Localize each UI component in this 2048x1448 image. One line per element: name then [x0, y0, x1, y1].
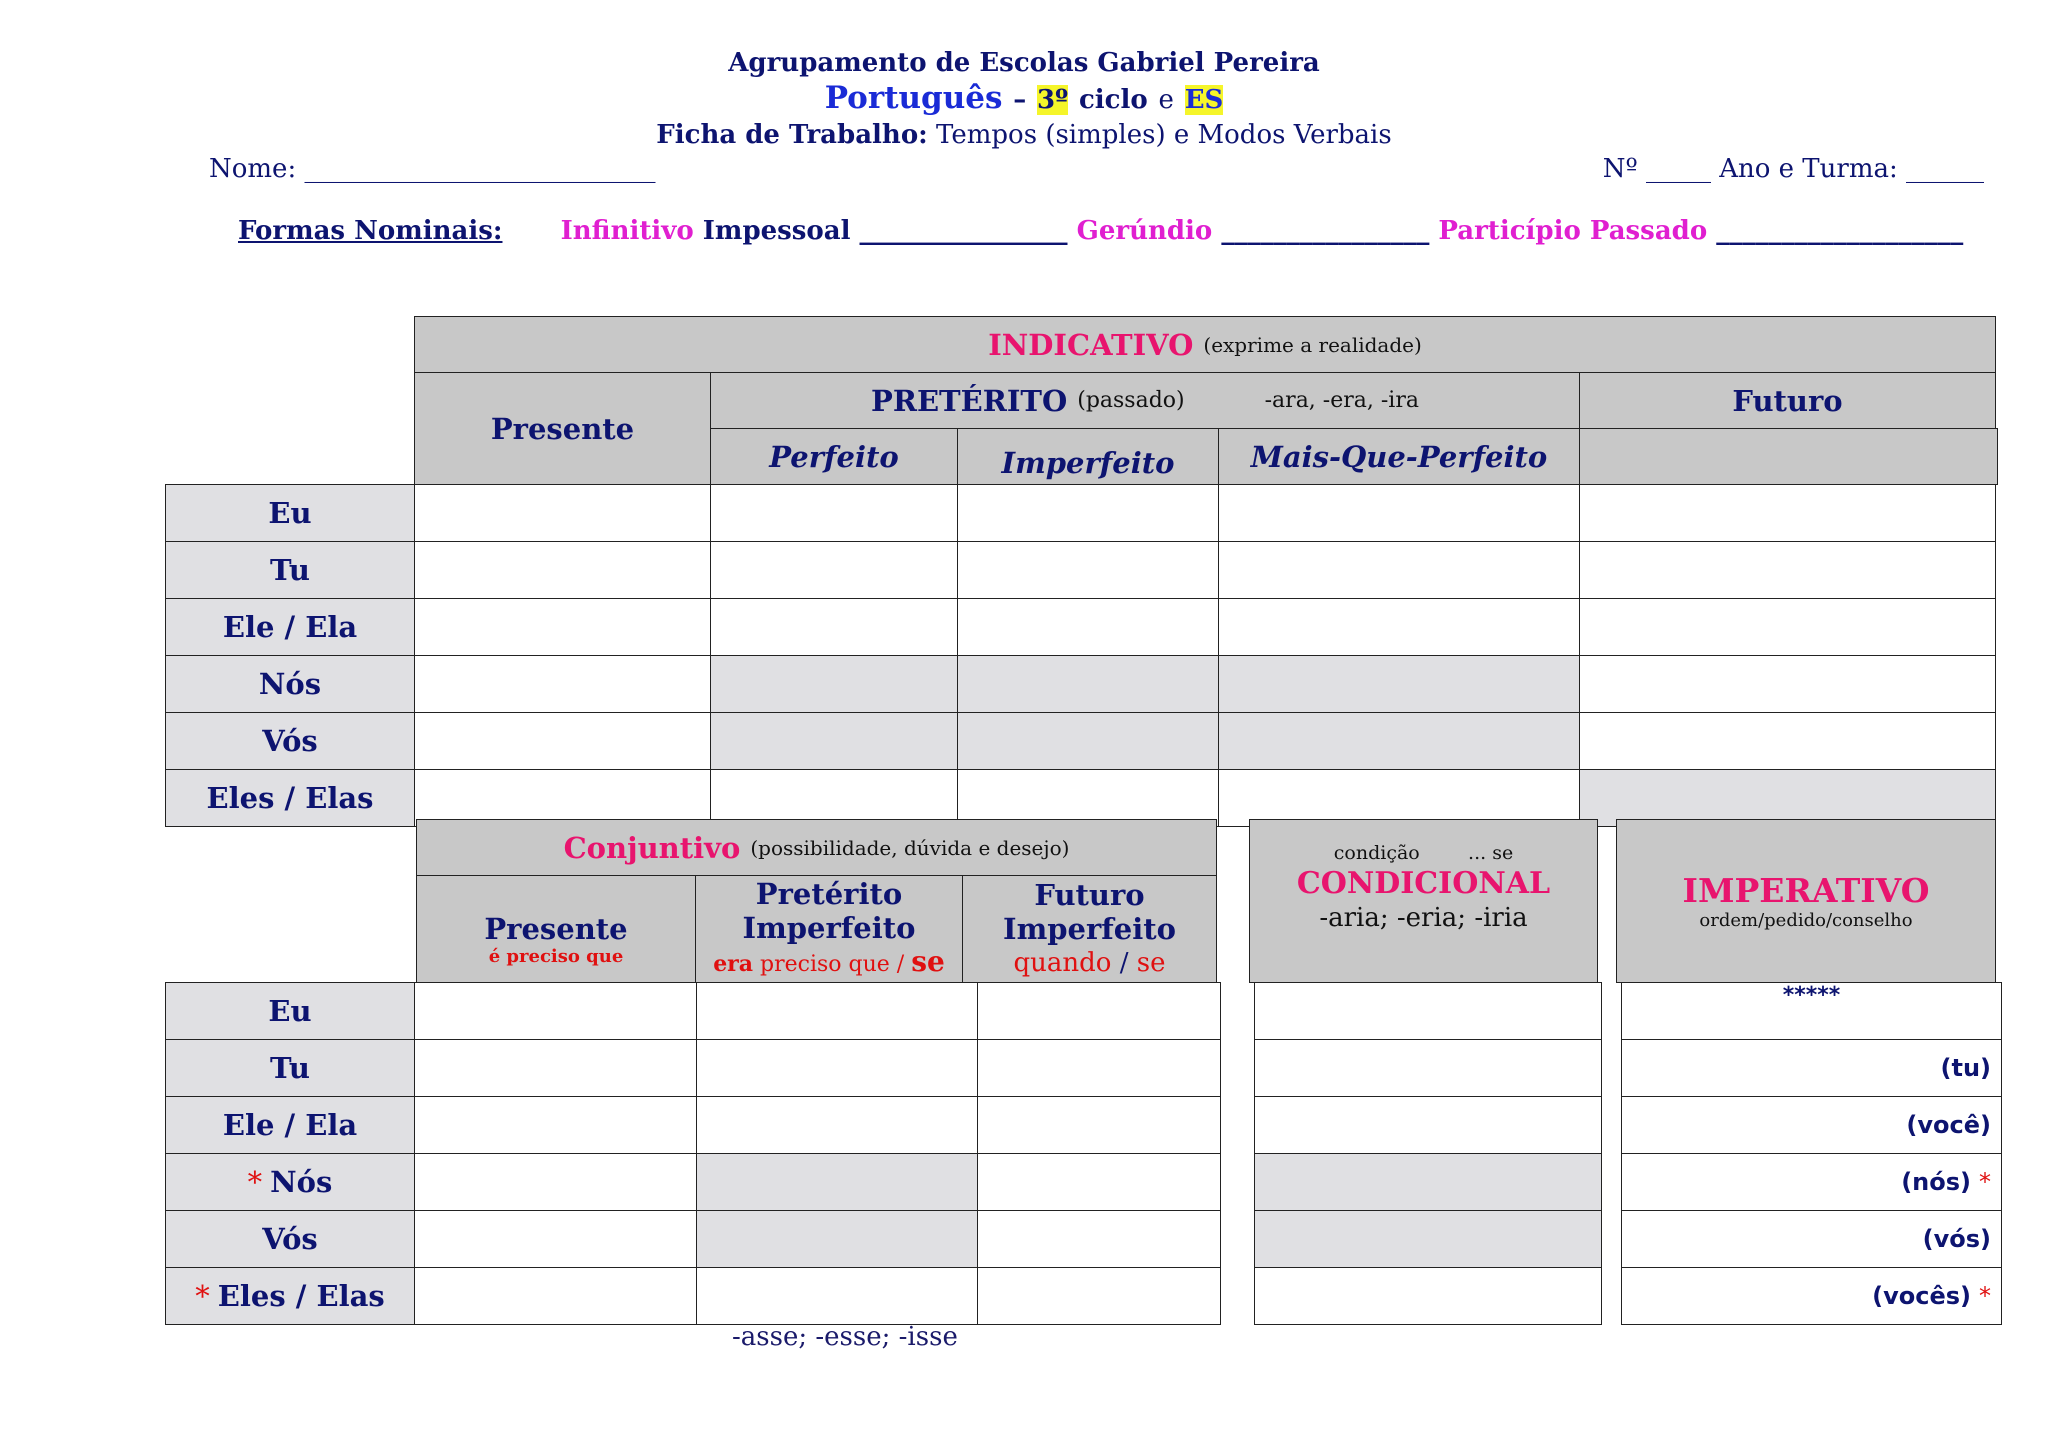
condicional-hint: condição ... se: [1333, 842, 1514, 864]
conj-fut-line2: Imperfeito: [1003, 912, 1176, 946]
condicional-answer-cell[interactable]: [1254, 1267, 1602, 1325]
condicional-answer-cell[interactable]: [1254, 1153, 1602, 1211]
ind-imperfeito-answer-cell[interactable]: [957, 598, 1219, 656]
ind-presente-answer-cell[interactable]: [414, 541, 711, 599]
ind-presente-answer-cell[interactable]: [414, 655, 711, 713]
subject-and: e: [1158, 85, 1174, 115]
ind-person-label: Tu: [165, 541, 415, 599]
ind-presente-answer-cell[interactable]: [414, 598, 711, 656]
conjuntivo-title: Conjuntivo: [563, 830, 741, 865]
conj-presente-answer-cell[interactable]: [414, 1153, 697, 1211]
conj-pret-hint-era: era: [713, 950, 754, 977]
conj-pret-hint-rest: preciso que /: [760, 951, 905, 977]
ind-perfeito-answer-cell[interactable]: [710, 541, 958, 599]
conj-pret-imperfeito-answer-cell[interactable]: [696, 1153, 978, 1211]
ind-futuro-subheader: [1579, 428, 1998, 485]
ind-futuro-header: Futuro: [1579, 372, 1996, 429]
ind-person-label: Nós: [165, 655, 415, 713]
conj-pret-line1: Pretérito: [755, 876, 903, 911]
conj-fut-imperfeito-answer-cell[interactable]: [977, 1039, 1221, 1097]
preterito-title: PRETÉRITO: [871, 383, 1068, 418]
cycle-number: 3º: [1037, 85, 1069, 115]
conj-person-label: [165, 1153, 415, 1211]
conjuntivo-subtitle: (possibilidade, dúvida e desejo): [750, 835, 1070, 860]
conj-presente-title: Presente: [484, 911, 628, 946]
conj-presente-header: [416, 875, 696, 983]
conjuntivo-endings: -asse; -esse; -isse: [732, 1322, 958, 1352]
ind-imperfeito-header: Imperfeito: [957, 428, 1219, 485]
ind-futuro-answer-cell[interactable]: [1579, 712, 1996, 770]
condicional-answer-cell[interactable]: [1254, 1210, 1602, 1268]
ind-mais-que-perfeito-answer-cell[interactable]: [1218, 484, 1580, 542]
imperativo-pronoun: (vós): [1922, 1225, 1991, 1253]
worksheet-topic: Tempos (simples) e Modos Verbais: [936, 120, 1392, 150]
conj-pret-line2: Imperfeito: [742, 910, 916, 945]
conj-person-text: Eles / Elas: [217, 1279, 385, 1313]
imperativo-asterisk: *: [1979, 1282, 1991, 1310]
conj-presente-answer-cell[interactable]: [414, 1039, 697, 1097]
condicional-answer-cell[interactable]: [1254, 982, 1602, 1040]
ind-person-label: Ele / Ela: [165, 598, 415, 656]
es-label: ES: [1184, 85, 1224, 115]
imperativo-answer-cell[interactable]: [1621, 1267, 2002, 1325]
participle-line[interactable]: ___________________: [1716, 216, 1964, 246]
ind-imperfeito-answer-cell[interactable]: [957, 655, 1219, 713]
indicativo-title: INDICATIVO: [988, 327, 1194, 362]
preterito-endings: -ara, -era, -ira: [1264, 388, 1419, 413]
ind-preterito-header: [710, 372, 1580, 429]
ind-futuro-answer-cell[interactable]: [1579, 655, 1996, 713]
imperativo-pronoun: (vocês): [1872, 1282, 1971, 1310]
conj-person-label: [165, 982, 415, 1040]
conj-presente-hint: é preciso que: [488, 945, 624, 967]
conj-person-text: Vós: [262, 1222, 318, 1256]
impersonal-label[interactable]: Impessoal ________________: [702, 216, 1068, 246]
gerund-line[interactable]: ________________: [1221, 216, 1430, 246]
ind-perfeito-answer-cell[interactable]: [710, 598, 958, 656]
preterito-passado: (passado): [1077, 388, 1185, 413]
condicional-endings: -aria; -eria; -iria: [1319, 903, 1528, 933]
condicional-header: [1249, 819, 1598, 983]
infinitive-label: Infinitivo: [560, 216, 694, 246]
worksheet-label: Ficha de Trabalho:: [656, 120, 928, 150]
conj-presente-answer-cell[interactable]: [414, 1267, 697, 1325]
imperativo-pronoun: (nós): [1901, 1168, 1971, 1196]
ind-presente-answer-cell[interactable]: [414, 712, 711, 770]
ind-perfeito-answer-cell[interactable]: [710, 712, 958, 770]
conj-person-label: [165, 1210, 415, 1268]
conj-person-text: Eu: [268, 994, 312, 1028]
conj-person-label: [165, 1096, 415, 1154]
conj-person-text: Ele / Ela: [222, 1108, 358, 1142]
conj-presente-answer-cell[interactable]: [414, 1096, 697, 1154]
participle-label: Particípio Passado: [1438, 216, 1708, 246]
ind-futuro-answer-cell[interactable]: [1579, 541, 1996, 599]
ind-presente-answer-cell[interactable]: [414, 484, 711, 542]
conj-pret-imperfeito-answer-cell[interactable]: [696, 1096, 978, 1154]
imperativo-answer-cell[interactable]: [1621, 1210, 2002, 1268]
conj-fut-imperfeito-answer-cell[interactable]: [977, 1096, 1221, 1154]
conj-person-text: Tu: [269, 1051, 310, 1085]
nominal-forms-title: Formas Nominais:: [238, 216, 503, 246]
gerund-label: Gerúndio: [1076, 216, 1213, 246]
ind-imperfeito-answer-cell[interactable]: [957, 484, 1219, 542]
conj-fut-hint-se: se: [1136, 948, 1166, 978]
ind-person-label: Eles / Elas: [165, 769, 415, 827]
nominal-forms: [238, 216, 1963, 246]
conjuntivo-header: [416, 819, 1217, 876]
condicional-title: CONDICIONAL: [1296, 866, 1551, 901]
conj-presente-answer-cell[interactable]: [414, 982, 697, 1040]
ind-futuro-answer-cell[interactable]: [1579, 484, 1996, 542]
imperativo-asterisk: *: [1979, 1168, 1991, 1196]
ind-imperfeito-answer-cell[interactable]: [957, 541, 1219, 599]
imperativo-answer-cell[interactable]: [1621, 1039, 2002, 1097]
imperativo-answer-cell[interactable]: [1621, 1096, 2002, 1154]
worksheet-title: [0, 120, 2048, 150]
imperativo-stars: *****: [1782, 983, 1841, 1008]
conj-fut-imperfeito-header: [962, 875, 1217, 983]
number-class-field[interactable]: Nº _____ Ano e Turma: ______: [1602, 154, 1984, 184]
ind-futuro-answer-cell[interactable]: [1579, 598, 1996, 656]
indicativo-header: [414, 316, 1996, 373]
ind-perfeito-header: Perfeito: [710, 428, 958, 485]
subject-title: [0, 80, 2048, 116]
subject-name: Português: [824, 80, 1003, 116]
imperativo-pronoun: (você): [1906, 1111, 1991, 1139]
conj-pret-imperfeito-answer-cell[interactable]: [696, 1267, 978, 1325]
condicional-answer-cell[interactable]: [1254, 1039, 1602, 1097]
ind-presente-header: Presente: [414, 372, 711, 485]
ind-mais-que-perfeito-answer-cell[interactable]: [1218, 655, 1580, 713]
conj-pret-imperfeito-answer-cell[interactable]: [696, 1210, 978, 1268]
ind-person-label: Vós: [165, 712, 415, 770]
ind-imperfeito-answer-cell[interactable]: [957, 712, 1219, 770]
imperativo-title: IMPERATIVO: [1682, 871, 1930, 910]
ind-mais-que-perfeito-answer-cell[interactable]: [1218, 712, 1580, 770]
cycle-word: ciclo: [1078, 85, 1148, 115]
ind-mais-que-perfeito-answer-cell[interactable]: [1218, 541, 1580, 599]
conj-fut-imperfeito-answer-cell[interactable]: [977, 1267, 1221, 1325]
conj-pret-hint-se: se: [911, 944, 945, 978]
conj-pret-imperfeito-header: [695, 875, 963, 983]
conj-person-label: [165, 1039, 415, 1097]
school-name: Agrupamento de Escolas Gabriel Pereira: [728, 48, 1320, 78]
conj-fut-imperfeito-answer-cell[interactable]: [977, 1210, 1221, 1268]
ind-perfeito-answer-cell[interactable]: [710, 484, 958, 542]
conj-pret-imperfeito-answer-cell[interactable]: [696, 1039, 978, 1097]
conj-pret-imperfeito-answer-cell[interactable]: [696, 982, 978, 1040]
imperativo-subtitle: ordem/pedido/conselho: [1699, 910, 1913, 931]
imperativo-answer-cell[interactable]: [1621, 1153, 2002, 1211]
imperativo-pronoun: (tu): [1940, 1054, 1991, 1082]
imperativo-answer-cell[interactable]: [1621, 982, 2002, 1040]
indicativo-subtitle: (exprime a realidade): [1203, 332, 1422, 357]
conj-person-label: [165, 1267, 415, 1325]
name-field[interactable]: Nome: ___________________________: [209, 154, 656, 184]
ind-perfeito-answer-cell[interactable]: [710, 655, 958, 713]
ind-mais-que-perfeito-answer-cell[interactable]: [1218, 598, 1580, 656]
imperativo-header: [1616, 819, 1996, 983]
person-asterisk: *: [247, 1165, 263, 1199]
condicional-answer-cell[interactable]: [1254, 1096, 1602, 1154]
ind-mais-que-perfeito-header: Mais-Que-Perfeito: [1218, 428, 1580, 485]
conj-fut-imperfeito-answer-cell[interactable]: [977, 1153, 1221, 1211]
conj-fut-hint-slash: /: [1119, 948, 1129, 978]
conj-fut-imperfeito-answer-cell[interactable]: [977, 982, 1221, 1040]
conj-presente-answer-cell[interactable]: [414, 1210, 697, 1268]
subject-dash: –: [1013, 85, 1027, 115]
person-asterisk: *: [195, 1279, 210, 1313]
conj-fut-line1: Futuro: [1034, 878, 1145, 912]
conj-person-text: Nós: [270, 1165, 333, 1199]
conj-fut-hint-quando: quando: [1013, 948, 1112, 978]
ind-person-label: Eu: [165, 484, 415, 542]
